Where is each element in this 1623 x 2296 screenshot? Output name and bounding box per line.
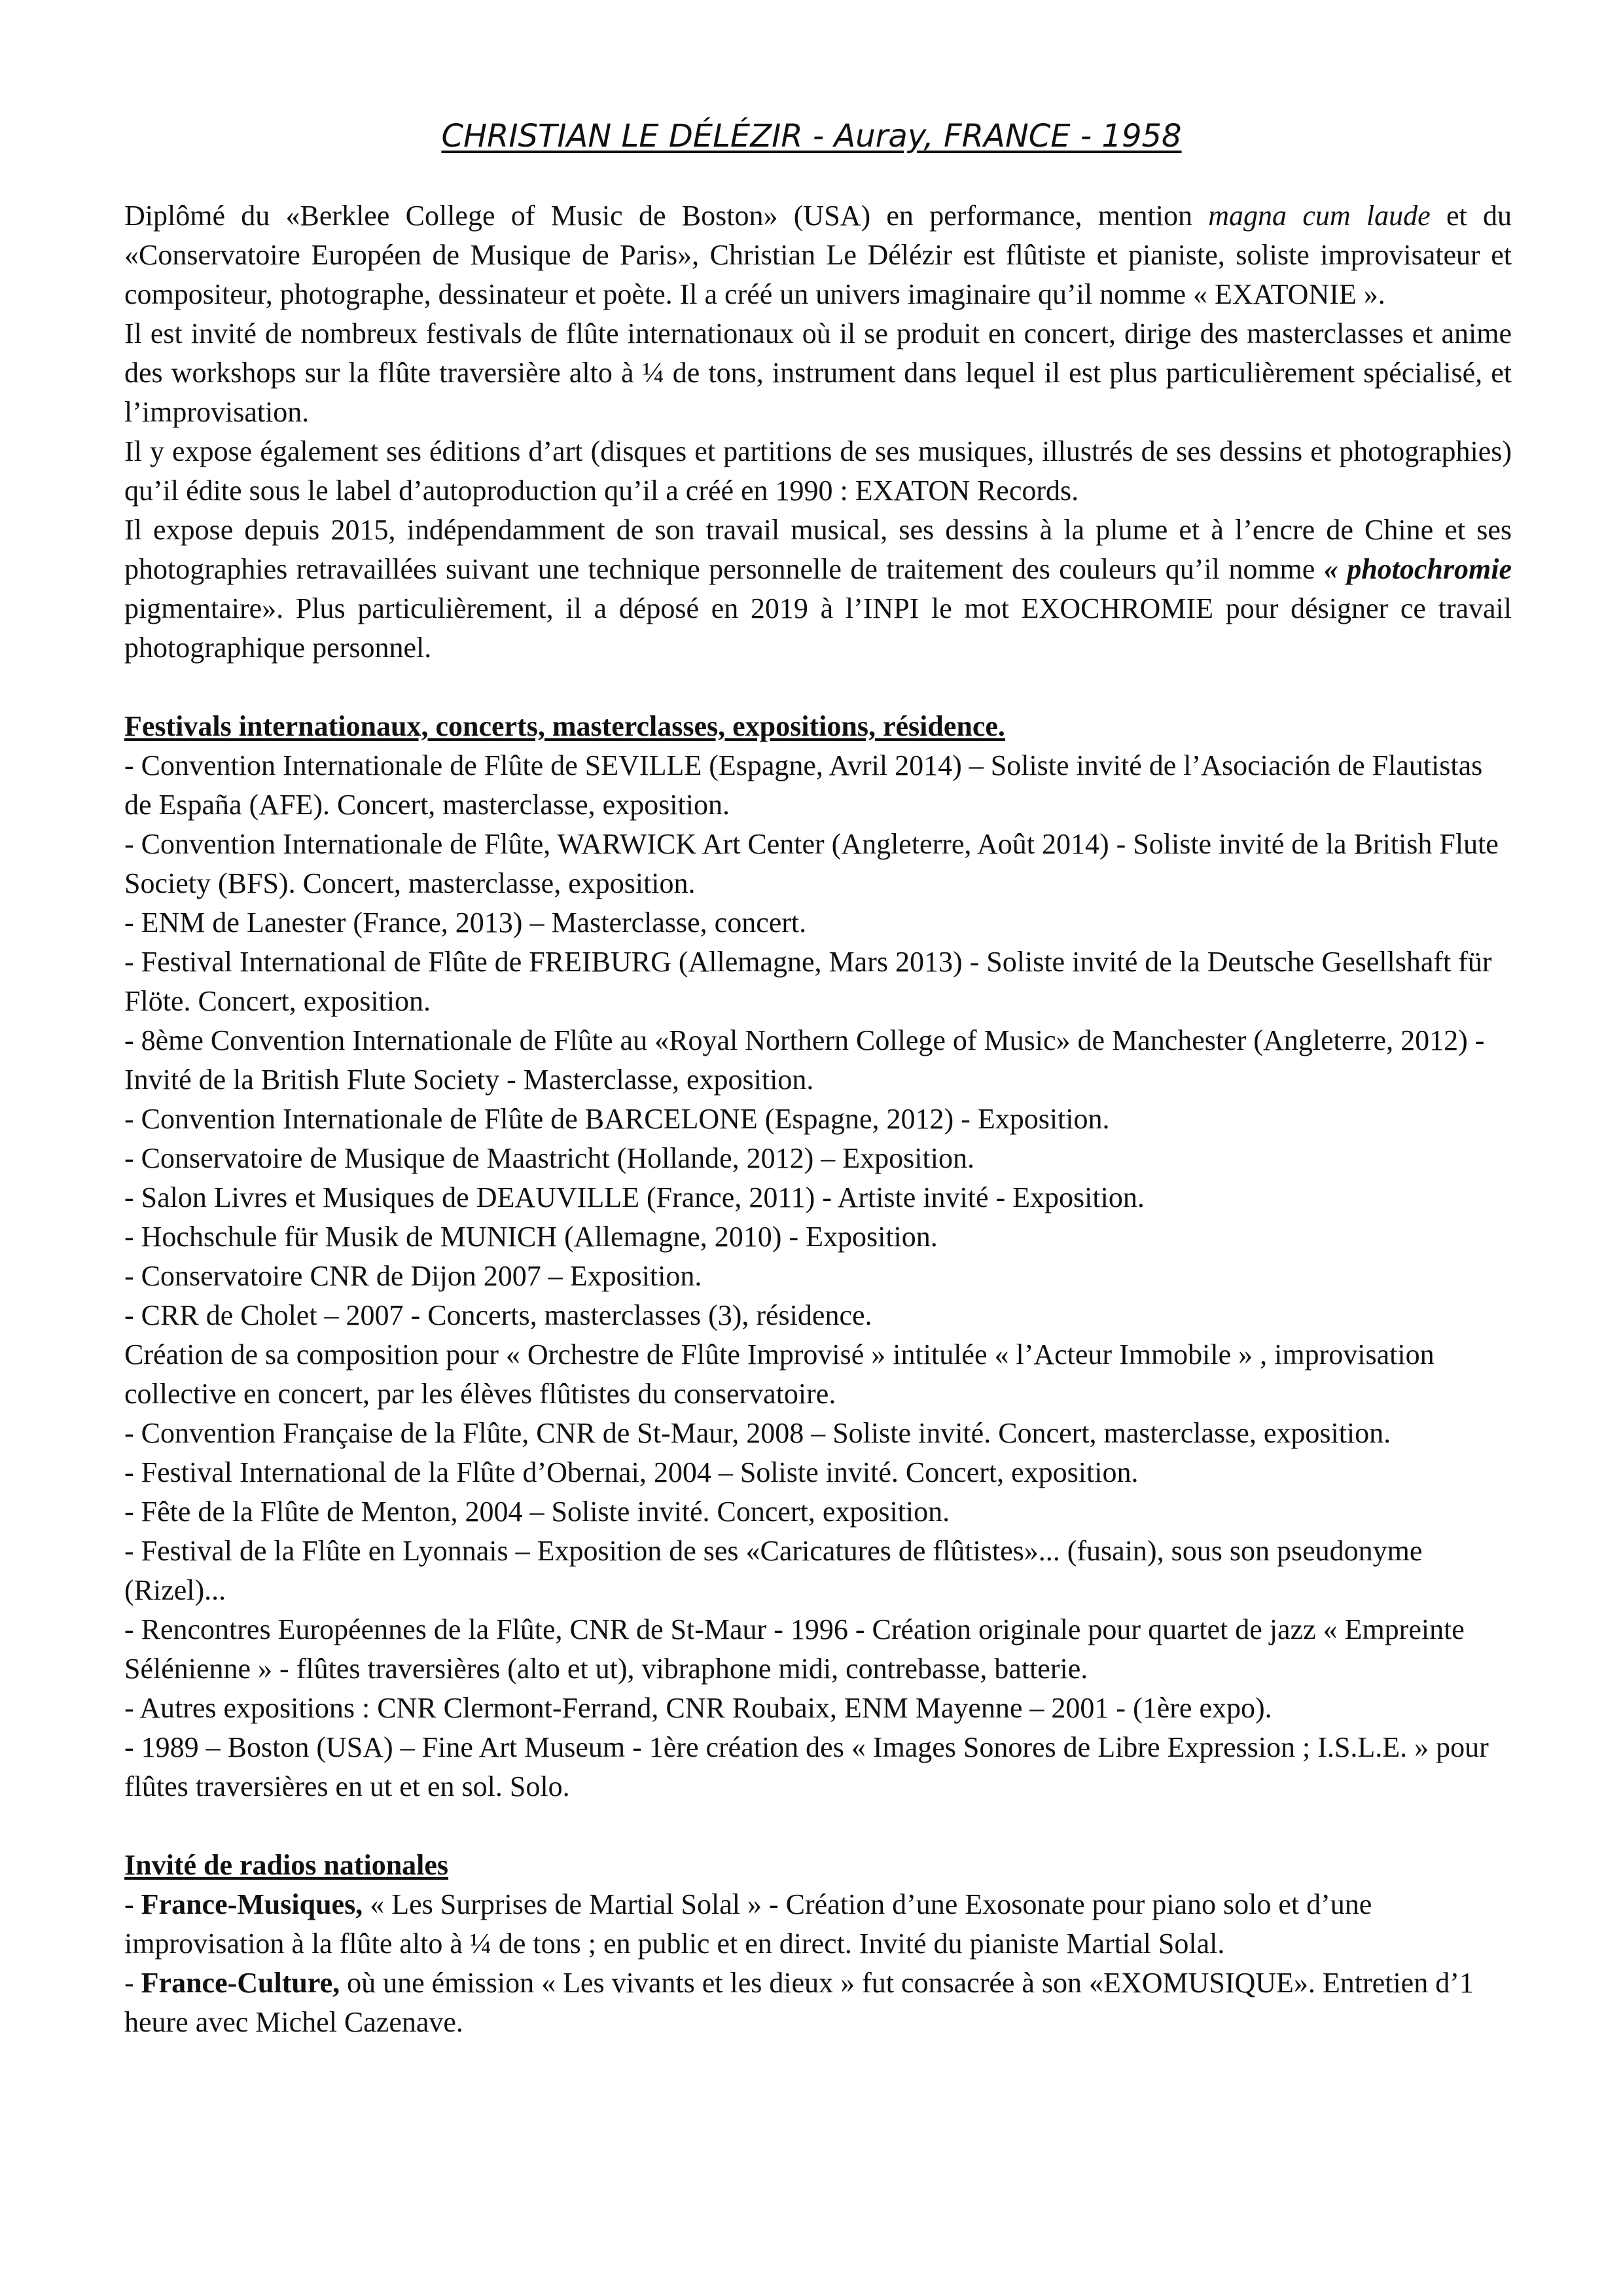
section-gap [124, 1806, 1512, 1846]
bio-paragraph-4 [124, 511, 1512, 668]
bio-p1-text-a: Diplômé du «Berklee College of Music de Boston» (USA) en performance, mention [124, 200, 1209, 232]
festival-item: - Conservatoire CNR de Dijon 2007 – Exposition. [124, 1260, 702, 1292]
festivals-heading: Festivals internationaux, concerts, masterclasses, expositions, résidence. [124, 710, 1005, 742]
festival-item: - Fête de la Flûte de Menton, 2004 – Soliste invité. Concert, exposition. [124, 1496, 950, 1528]
festival-item: - Conservatoire de Musique de Maastricht (Hollande, 2012) – Exposition. [124, 1142, 974, 1174]
festival-item: - Rencontres Européennes de la Flûte, CNR de St-Maur - 1996 - Création originale pour quartet de jazz « Empreinte Sélénienne » - flûtes traversières (alto et ut), vibraphone midi, contrebasse, batterie. [124, 1613, 1465, 1685]
bio-p4-text-a: Il expose depuis 2015, indépendamment de son travail musical, ses dessins à la plume et à l’encre de Chine et ses photographies retravaillées suivant une technique personnelle de traitement des couleurs qu’il nomme [124, 514, 1512, 585]
radio-item-dash: - [124, 1888, 141, 1920]
radio-item-dash: - [124, 1967, 141, 1999]
festival-item: - Festival de la Flûte en Lyonnais – Exposition de ses «Caricatures de flûtistes»... (fusain), sous son pseudonyme (Rizel)... [124, 1535, 1423, 1606]
radio-item-france-musiques [124, 1885, 1512, 1964]
festival-item: - Convention Internationale de Flûte de BARCELONE (Espagne, 2012) - Exposition. [124, 1103, 1110, 1135]
festival-item: - Hochschule für Musik de MUNICH (Allemagne, 2010) - Exposition. [124, 1221, 938, 1253]
festival-item: - Convention Française de la Flûte, CNR de St-Maur, 2008 – Soliste invité. Concert, masterclasse, exposition. [124, 1417, 1391, 1449]
festival-item: - 1989 – Boston (USA) – Fine Art Museum - 1ère création des « Images Sonores de Libre Expression ; I.S.L.E. » pour flûtes traversières en ut et en sol. Solo. [124, 1731, 1489, 1803]
festival-item: - ENM de Lanester (France, 2013) – Masterclasse, concert. [124, 906, 807, 939]
bio-p1-text-b: et du «Conservatoire Européen de Musique de Paris», Christian Le Délézir est flûtiste et pianiste, soliste improvisateur et compositeur, photographe, dessinateur et poète. Il a créé un univers imaginaire qu’il nomme « EXATONIE ». [124, 200, 1512, 310]
festival-item: - Festival International de Flûte de FREIBURG (Allemagne, Mars 2013) - Soliste invité de la Deutsche Gesellshaft für Flöte. Concert, exposition. [124, 946, 1492, 1017]
festival-item: - Autres expositions : CNR Clermont-Ferrand, CNR Roubaix, ENM Mayenne – 2001 - (1ère expo). [124, 1692, 1272, 1724]
document-body [124, 196, 1512, 2042]
festival-item: - Convention Internationale de Flûte, WARWICK Art Center (Angleterre, Août 2014) - Soliste invité de la British Flute Society (BFS). Concert, masterclasse, exposition. [124, 828, 1499, 899]
section-gap [124, 668, 1512, 707]
festival-item: - 8ème Convention Internationale de Flûte au «Royal Northern College of Music» de Manchester (Angleterre, 2012) - Invité de la British Flute Society - Masterclasse, exposition. [124, 1024, 1485, 1096]
festival-item: - CRR de Cholet – 2007 - Concerts, masterclasses (3), résidence. [124, 1299, 872, 1331]
radio-item-france-culture [124, 1964, 1512, 2042]
bio-p4-emphasis: « photochromie [1323, 553, 1512, 585]
radio-name: France-Culture, [141, 1967, 340, 1999]
festival-item: - Convention Internationale de Flûte de SEVILLE (Espagne, Avril 2014) – Soliste invité de l’Asociación de Flautistas de España (AFE). Concert, masterclasse, exposition. [124, 749, 1483, 821]
radios-heading: Invité de radios nationales [124, 1849, 449, 1881]
bio-p1-emphasis: magna cum laude [1208, 200, 1431, 232]
bio-paragraph-3: Il y expose également ses éditions d’art (disques et partitions de ses musiques, illustrés de ses dessins et photographies) qu’il édite sous le label d’autoproduction qu’il a créé en 1990 : EXATON Records. [124, 435, 1512, 507]
bio-p4-text-b: pigmentaire». Plus particulièrement, il a déposé en 2019 à l’INPI le mot EXOCHROMIE pour désigner ce travail photographique personnel. [124, 592, 1512, 664]
festival-item: Création de sa composition pour « Orchestre de Flûte Improvisé » intitulée « l’Acteur Immobile » , improvisation collective en concert, par les élèves flûtistes du conservatoire. [124, 1338, 1435, 1410]
radio-name: France-Musiques, [141, 1888, 363, 1920]
bio-paragraph-1 [124, 196, 1512, 314]
festival-item: - Festival International de la Flûte d’Obernai, 2004 – Soliste invité. Concert, exposition. [124, 1456, 1139, 1488]
radio-description: « Les Surprises de Martial Solal » - Création d’une Exosonate pour piano solo et d’une improvisation à la flûte alto à ¼ de tons ; en public et en direct. Invité du pianiste Martial Solal. [124, 1888, 1372, 1960]
bio-paragraph-2: Il est invité de nombreux festivals de flûte internationaux où il se produit en concert, dirige des masterclasses et anime des workshops sur la flûte traversière alto à ¼ de tons, instrument dans lequel il est plus particulièrement spécialisé, et l’improvisation. [124, 317, 1512, 428]
festival-item: - Salon Livres et Musiques de DEAUVILLE (France, 2011) - Artiste invité - Exposition. [124, 1181, 1145, 1213]
radio-description: où une émission « Les vivants et les dieux » fut consacrée à son «EXOMUSIQUE». Entretien d’1 heure avec Michel Cazenave. [124, 1967, 1474, 2038]
page-title: CHRISTIAN LE DÉLÉZIR - Auray, FRANCE - 1958 [441, 118, 1182, 154]
